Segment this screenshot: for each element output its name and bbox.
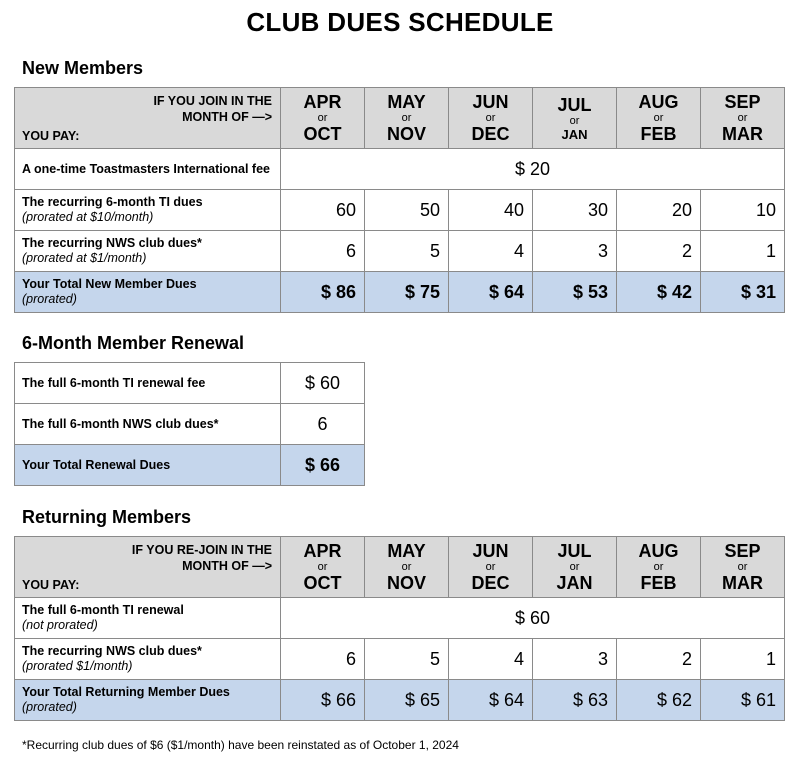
month-header: SEP or MAR xyxy=(701,537,785,598)
table-cell: 5 xyxy=(365,639,449,680)
table-cell: 40 xyxy=(449,190,533,231)
join-text: IF YOU RE-JOIN IN THE xyxy=(131,543,272,557)
month-header: JUL or JAN xyxy=(533,537,617,598)
table-row xyxy=(15,598,785,639)
month-header: JUL or JAN xyxy=(533,88,617,149)
renewal-table xyxy=(14,362,365,486)
total-cell: $ 31 xyxy=(701,272,785,313)
table-cell: 4 xyxy=(449,639,533,680)
table-cell: 50 xyxy=(365,190,449,231)
month-header: MAY or NOV xyxy=(365,537,449,598)
month-of-text: MONTH OF —> xyxy=(182,559,272,573)
table-cell: 2 xyxy=(617,639,701,680)
page-title: CLUB DUES SCHEDULE xyxy=(246,7,554,37)
table-cell: 1 xyxy=(701,639,785,680)
total-cell: $ 53 xyxy=(533,272,617,313)
new-members-table xyxy=(14,87,785,313)
month-header: MAY or NOV xyxy=(365,88,449,149)
table-cell: 60 xyxy=(281,190,365,231)
one-time-fee-value: $ 20 xyxy=(281,149,785,190)
table-row xyxy=(15,149,785,190)
header-row xyxy=(15,537,785,598)
returning-members-table xyxy=(14,536,785,721)
table-cell: 2 xyxy=(617,231,701,272)
you-pay-label: YOU PAY: xyxy=(22,578,80,592)
row-label: The full 6-month TI renewal fee xyxy=(15,363,281,404)
header-row xyxy=(15,88,785,149)
table-row xyxy=(15,190,785,231)
row-label: A one-time Toastmasters International fee xyxy=(15,149,281,190)
total-cell: $ 75 xyxy=(365,272,449,313)
month-header: AUG or FEB xyxy=(617,537,701,598)
total-row xyxy=(15,445,365,486)
month-header: APR or OCT xyxy=(281,88,365,149)
table-cell: 3 xyxy=(533,639,617,680)
total-cell: $ 65 xyxy=(365,680,449,721)
total-label: Your Total Returning Member Dues (prorated) xyxy=(15,680,281,721)
header-label-cell xyxy=(15,537,281,598)
month-header: JUN or DEC xyxy=(449,88,533,149)
total-row xyxy=(15,272,785,313)
total-label: Your Total New Member Dues (prorated) xyxy=(15,272,281,313)
table-row xyxy=(15,639,785,680)
row-label: The recurring NWS club dues* (prorated at $1/month) xyxy=(15,231,281,272)
row-label: The recurring NWS club dues* (prorated $1/month) xyxy=(15,639,281,680)
footnote: *Recurring club dues of $6 ($1/month) have been reinstated as of October 1, 2024 xyxy=(22,738,459,752)
total-cell: $ 62 xyxy=(617,680,701,721)
renewal-heading: 6-Month Member Renewal xyxy=(22,333,245,353)
returning-heading: Returning Members xyxy=(22,507,192,527)
table-cell: 6 xyxy=(281,639,365,680)
month-of-text: MONTH OF —> xyxy=(182,110,272,124)
table-cell: 4 xyxy=(449,231,533,272)
total-cell: $ 64 xyxy=(449,272,533,313)
total-cell: $ 86 xyxy=(281,272,365,313)
month-header: AUG or FEB xyxy=(617,88,701,149)
month-header: APR or OCT xyxy=(281,537,365,598)
table-cell: 30 xyxy=(533,190,617,231)
header-label-cell xyxy=(15,88,281,149)
table-cell: 1 xyxy=(701,231,785,272)
table-row xyxy=(15,404,365,445)
row-label: The full 6-month NWS club dues* xyxy=(15,404,281,445)
total-cell: $ 61 xyxy=(701,680,785,721)
table-cell: 20 xyxy=(617,190,701,231)
total-label: Your Total Renewal Dues xyxy=(15,445,281,486)
month-header: SEP or MAR xyxy=(701,88,785,149)
table-cell: $ 60 xyxy=(281,363,365,404)
month-header: JUN or DEC xyxy=(449,537,533,598)
join-month-label xyxy=(132,542,272,574)
table-row xyxy=(15,231,785,272)
table-cell: 10 xyxy=(701,190,785,231)
table-cell: 5 xyxy=(365,231,449,272)
total-cell: $ 63 xyxy=(533,680,617,721)
total-cell: $ 66 xyxy=(281,445,365,486)
renewal-value: $ 60 xyxy=(281,598,785,639)
total-cell: $ 64 xyxy=(449,680,533,721)
new-members-heading: New Members xyxy=(22,58,144,78)
total-row xyxy=(15,680,785,721)
row-label: The recurring 6-month TI dues (prorated at $10/month) xyxy=(15,190,281,231)
total-cell: $ 66 xyxy=(281,680,365,721)
table-cell: 6 xyxy=(281,231,365,272)
you-pay-label: YOU PAY: xyxy=(22,129,80,143)
table-row xyxy=(15,363,365,404)
table-cell: 6 xyxy=(281,404,365,445)
row-label: The full 6-month TI renewal (not prorated) xyxy=(15,598,281,639)
join-month-label xyxy=(153,93,272,125)
table-cell: 3 xyxy=(533,231,617,272)
join-text: IF YOU JOIN IN THE xyxy=(153,94,272,108)
total-cell: $ 42 xyxy=(617,272,701,313)
